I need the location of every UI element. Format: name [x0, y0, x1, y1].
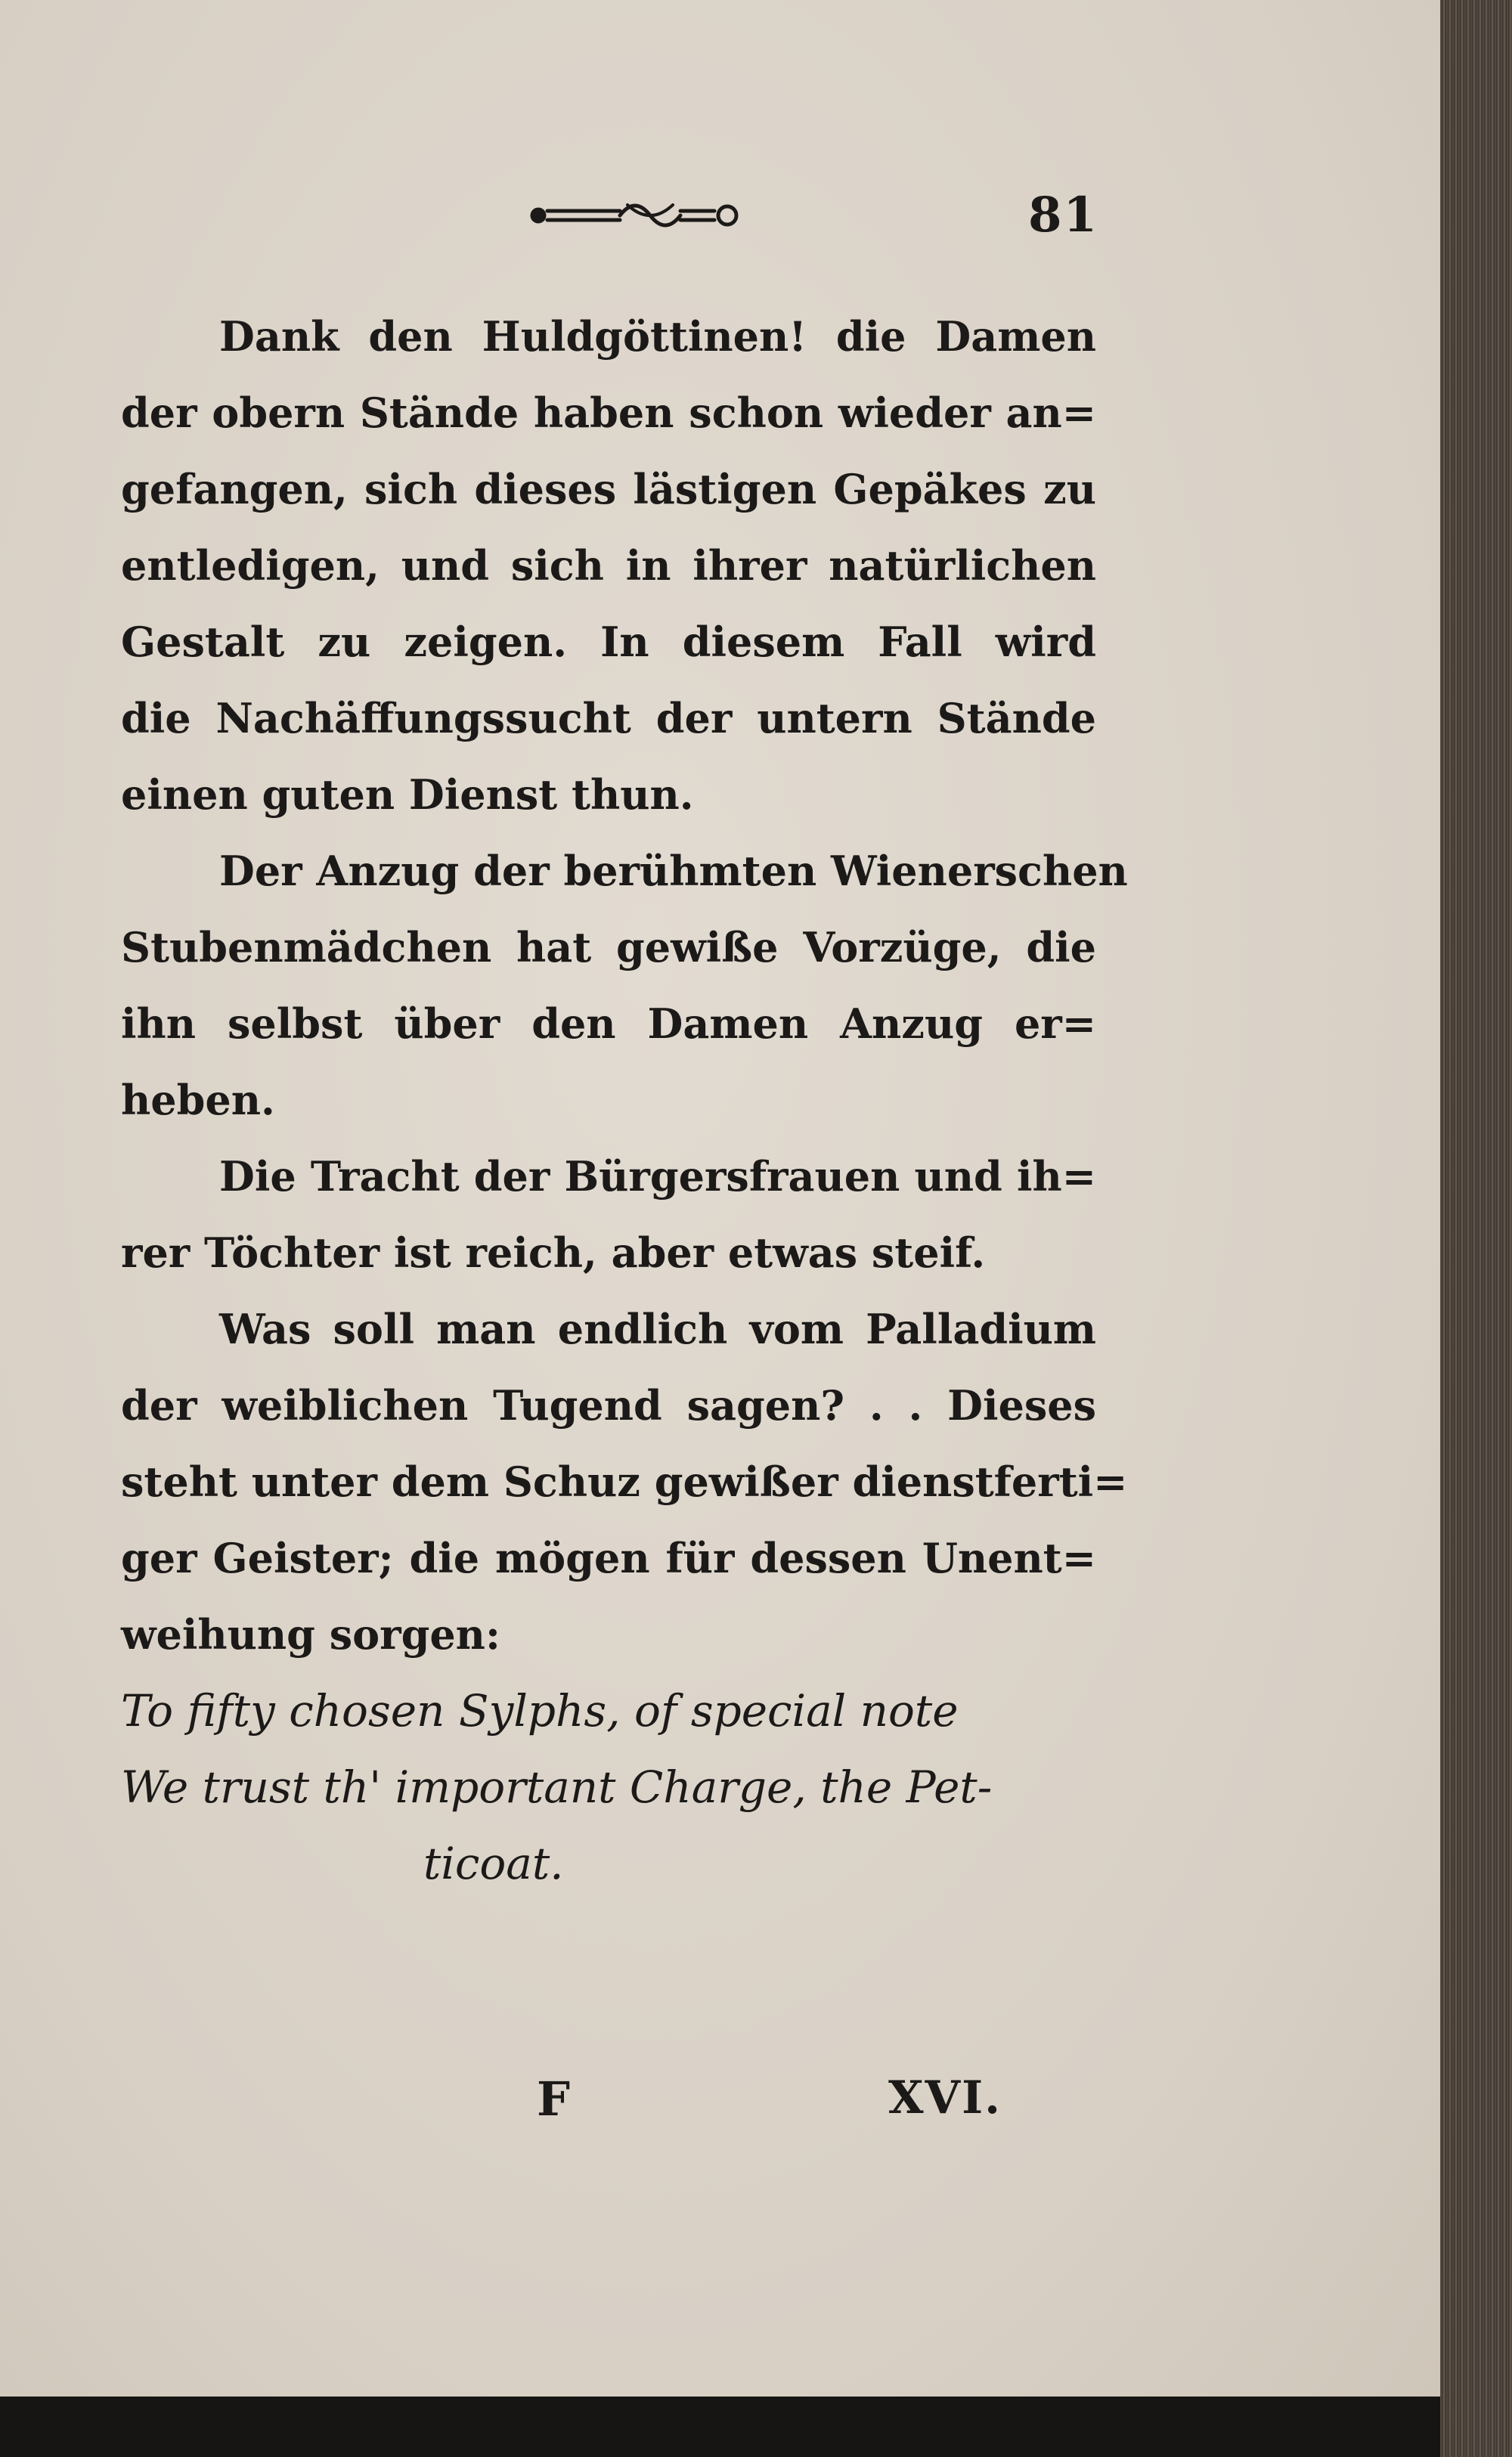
ornament-rule-icon: [522, 193, 748, 238]
text-line: einen guten Dienst thun.: [121, 770, 694, 819]
catchword: XVI.: [888, 2071, 1002, 2124]
text-line: weihung sorgen:: [121, 1610, 500, 1659]
page-header: [0, 187, 1440, 253]
text-line: der obern Stände haben schon wieder an=: [121, 389, 1096, 437]
page-stack-edge: [1440, 0, 1512, 2457]
page-footer: [0, 2071, 1440, 2147]
text-line: entledigen, und sich in ihrer natürlichen: [121, 541, 1096, 590]
text-line: ger Geister; die mögen für dessen Unent=: [121, 1534, 1096, 1582]
text-line: Die Tracht der Bürgersfrauen und ih=: [219, 1152, 1096, 1201]
text-line: heben.: [121, 1076, 275, 1124]
scan-border: [0, 2397, 1440, 2457]
page-number: 81: [1028, 187, 1099, 243]
verse-quote: [121, 1673, 1096, 1902]
main-text: [121, 299, 1128, 1902]
verse-line: To fifty chosen Sylphs, of special note: [121, 1685, 959, 1737]
text-line: rer Töchter ist reich, aber etwas steif.: [121, 1228, 986, 1277]
paragraph: [121, 299, 1096, 833]
text-line: Was soll man endlich vom Palladium: [219, 1305, 1096, 1353]
text-line: der weiblichen Tugend sagen? . . Dieses: [121, 1381, 1096, 1430]
text-line: gefangen, sich dieses lästigen Gepäkes zu: [121, 465, 1096, 513]
paragraph: [121, 1291, 1128, 1673]
text-line: Der Anzug der berühmten Wienerschen: [219, 847, 1128, 895]
paragraph: [121, 833, 1128, 1139]
signature-mark: F: [537, 2071, 571, 2127]
text-line: Dank den Huldgöttinen! die Damen: [219, 312, 1096, 361]
text-line: steht unter dem Schuz gewißer dienstferti=: [121, 1458, 1128, 1506]
text-line: Gestalt zu zeigen. In diesem Fall wird: [121, 618, 1096, 666]
text-line: Stubenmädchen hat gewiße Vorzüge, die: [121, 923, 1096, 971]
verse-line: We trust th' important Charge, the Pet-: [121, 1761, 993, 1813]
text-line: die Nachäffungssucht der untern Stände: [121, 694, 1096, 742]
verse-line: ticoat.: [423, 1838, 564, 1889]
paragraph: [121, 1139, 1096, 1291]
text-line: ihn selbst über den Damen Anzug er=: [121, 999, 1096, 1048]
